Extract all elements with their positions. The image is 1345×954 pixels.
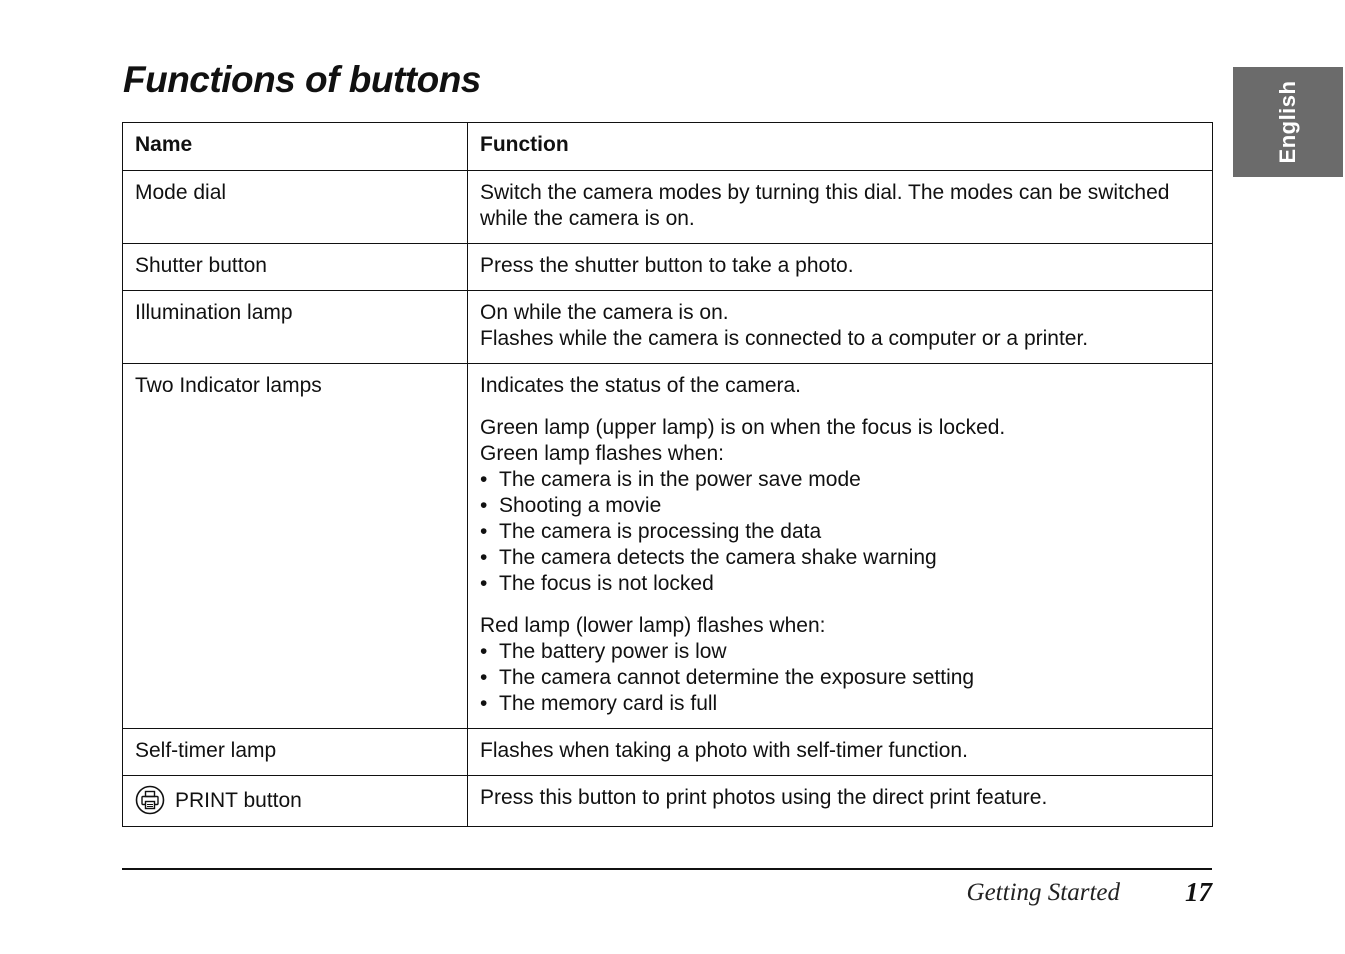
red-lamp-heading: Red lamp (lower lamp) flashes when: (480, 614, 826, 637)
table-row (123, 364, 1213, 729)
page-number: 17 (1185, 877, 1212, 907)
function-text: Flashes when taking a photo with self-timer function. (480, 739, 968, 762)
table-row (123, 244, 1213, 291)
row-function-self-timer-lamp (468, 729, 1213, 776)
list-item: • The camera detects the camera shake warning (480, 545, 1200, 571)
column-header-function: Function (468, 123, 1213, 171)
green-lamp-heading: Green lamp flashes when: (480, 442, 724, 465)
list-item: • The battery power is low (480, 639, 1200, 665)
functions-table (122, 122, 1213, 827)
table-row (123, 776, 1213, 827)
page-title: Functions of buttons (123, 59, 481, 100)
printer-icon (135, 785, 165, 815)
row-name-print-button (123, 776, 468, 827)
language-tab-label: English (1275, 80, 1300, 164)
table-row (123, 729, 1213, 776)
table-row (123, 291, 1213, 364)
indicator-intro: Indicates the status of the camera. (480, 374, 802, 397)
row-name-shutter-button: Shutter button (123, 244, 468, 291)
row-name-indicator-lamps: Two Indicator lamps (123, 364, 468, 729)
footer-divider (122, 868, 1212, 870)
red-lamp-section (480, 613, 1200, 717)
row-name-mode-dial: Mode dial (123, 171, 468, 244)
row-name-illumination-lamp: Illumination lamp (123, 291, 468, 364)
row-function-shutter-button (468, 244, 1213, 291)
list-item: • The camera cannot determine the exposure setting (480, 665, 1200, 691)
function-text: On while the camera is on. (480, 301, 729, 324)
green-lamp-heading: Green lamp (upper lamp) is on when the focus is locked. (480, 416, 1006, 439)
function-text: Press this button to print photos using the direct print feature. (480, 786, 1048, 809)
row-name-print-button-label: PRINT button (175, 789, 302, 812)
language-tab (1233, 67, 1343, 177)
column-header-name: Name (123, 123, 468, 171)
list-item: • Shooting a movie (480, 493, 1200, 519)
function-text: Press the shutter button to take a photo. (480, 254, 854, 277)
function-text: Flashes while the camera is connected to a computer or a printer. (480, 327, 1089, 350)
list-item: • The camera is in the power save mode (480, 467, 1200, 493)
list-item: • The focus is not locked (480, 571, 1200, 597)
row-name-self-timer-lamp: Self-timer lamp (123, 729, 468, 776)
row-function-mode-dial (468, 171, 1213, 244)
row-function-illumination-lamp (468, 291, 1213, 364)
list-item: • The memory card is full (480, 691, 1200, 717)
function-text: Switch the camera modes by turning this dial. The modes can be switched while the camera is on. (480, 181, 1170, 230)
row-function-print-button (468, 776, 1213, 827)
list-item: • The camera is processing the data (480, 519, 1200, 545)
footer-section-title: Getting Started (966, 879, 1120, 906)
green-lamp-section (480, 415, 1200, 597)
table-row (123, 171, 1213, 244)
row-function-indicator-lamps (468, 364, 1213, 729)
table-header-row (123, 123, 1213, 171)
